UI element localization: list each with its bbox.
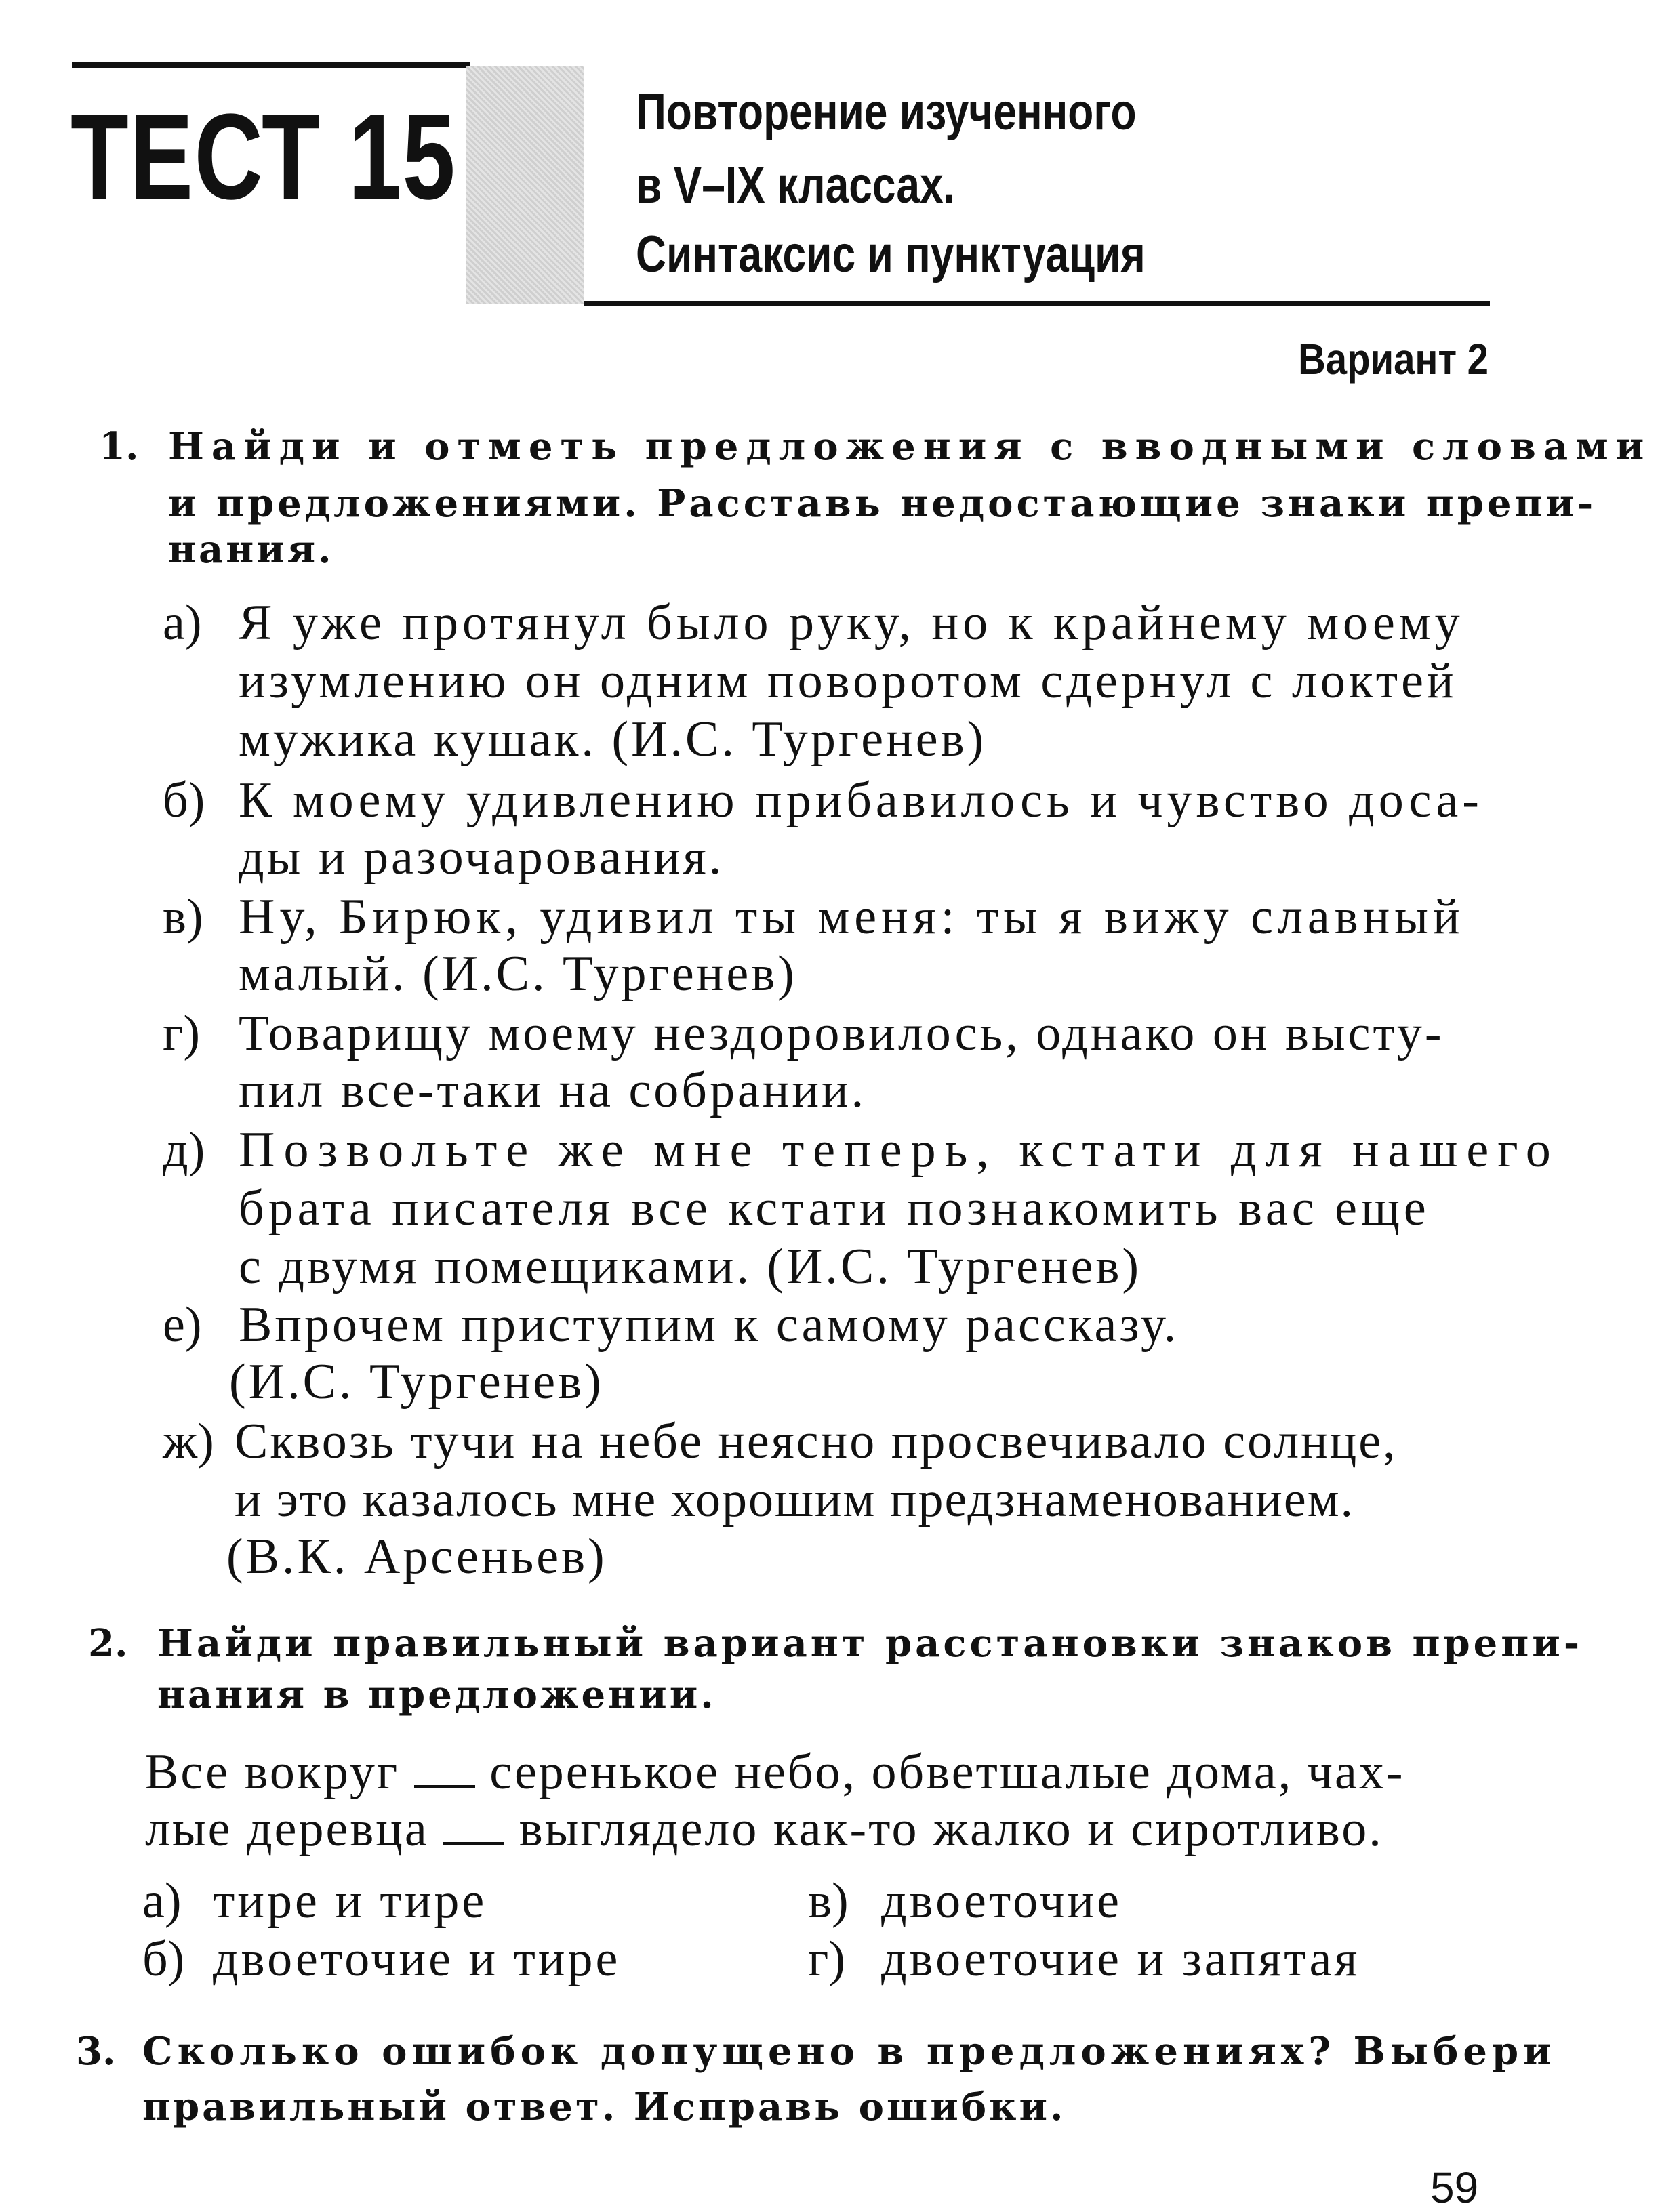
item-label: е): [163, 1297, 202, 1353]
item-text-line: пил все-таки на собрании.: [239, 1063, 867, 1118]
option-label: б): [142, 1931, 185, 1987]
question-prompt-line: Найди правильный вариант расстановки знаков препи-: [157, 1621, 1583, 1666]
item-text-line: Товарищу моему нездоровилось, однако он высту-: [239, 1006, 1444, 1061]
item-text-line: (В.К. Арсеньев): [226, 1529, 607, 1584]
question-prompt-line: правильный ответ. Исправь ошибки.: [142, 2085, 1066, 2129]
sentence-text: серенькое небо, обветшалые дома, чах-: [489, 1744, 1405, 1800]
question-number: 1.: [99, 424, 139, 469]
test-title: ТЕСТ 15: [70, 89, 457, 225]
sentence-line: [145, 1743, 1404, 1801]
item-text-line: мужика кушак. (И.С. Тургенев): [239, 712, 987, 767]
item-label: д): [163, 1122, 205, 1178]
topic-line: Повторение изученного: [636, 83, 1137, 141]
sentence-text: Все вокруг: [145, 1744, 400, 1800]
header-top-rule: [72, 62, 470, 68]
item-text-line: Позвольте же мне теперь, кстати для нашего: [239, 1122, 1560, 1178]
option-label: в): [808, 1873, 849, 1929]
header-gray-block: [466, 66, 584, 304]
option-text[interactable]: двоеточие и запятая: [881, 1931, 1360, 1987]
item-text-line: ды и разочарования.: [239, 830, 725, 885]
question-prompt-line: Найди и отметь предложения с вводными словами: [168, 424, 1652, 469]
item-text-line: с двумя помещиками. (И.С. Тургенев): [239, 1239, 1142, 1294]
question-prompt-line: и предложениями. Расставь недостающие знаки препи-: [168, 481, 1597, 526]
option-text[interactable]: тире и тире: [213, 1873, 487, 1929]
item-label: б): [163, 773, 205, 828]
item-label: а): [163, 595, 202, 651]
topic-line: Синтаксис и пунктуация: [636, 226, 1146, 283]
question-prompt-line: нания в предложении.: [157, 1673, 716, 1717]
item-text-line: и это казалось мне хорошим предзнаменованием.: [235, 1472, 1355, 1528]
question-number: 3.: [76, 2029, 116, 2074]
header-bottom-rule: [584, 301, 1490, 306]
question-prompt-line: нания.: [168, 527, 334, 572]
option-label: г): [808, 1931, 845, 1987]
item-text-line: Сквозь тучи на небе неясно просвечивало солнце,: [235, 1414, 1398, 1469]
topic-line: в V–IX классах.: [636, 157, 955, 214]
item-text-line: Я уже протянул было руку, но к крайнему моему: [239, 595, 1464, 651]
variant-label: Вариант 2: [1298, 335, 1489, 384]
item-text-line: Ну, Бирюк, удивил ты меня: ты я вижу славный: [239, 889, 1465, 945]
item-label: г): [163, 1006, 200, 1061]
question-prompt-line: Сколько ошибок допущено в предложениях? Выбери: [142, 2029, 1556, 2074]
item-label: ж): [163, 1414, 214, 1469]
page-number: 59: [1430, 2163, 1479, 2212]
answer-blank[interactable]: [443, 1808, 504, 1845]
item-text-line: брата писателя все кстати познакомить вас еще: [239, 1181, 1430, 1236]
item-text-line: малый. (И.С. Тургенев): [239, 946, 797, 1002]
option-text[interactable]: двоеточие: [881, 1873, 1122, 1929]
option-label: а): [142, 1873, 182, 1929]
sentence-text: лые деревца: [145, 1801, 429, 1857]
question-number: 2.: [88, 1621, 128, 1666]
sentence-line: [145, 1800, 1383, 1858]
item-text-line: К моему удивлению прибавилось и чувство доса-: [239, 773, 1483, 828]
item-text-line: Впрочем приступим к самому рассказу.: [239, 1297, 1179, 1353]
option-text[interactable]: двоеточие и тире: [213, 1931, 621, 1987]
answer-blank[interactable]: [414, 1751, 475, 1788]
item-text-line: изумлению он одним поворотом сдернул с локтей: [239, 653, 1457, 709]
item-label: в): [163, 889, 203, 945]
item-text-line: (И.С. Тургенев): [229, 1354, 604, 1410]
sentence-text: выглядело как-то жалко и сиротливо.: [519, 1801, 1383, 1857]
